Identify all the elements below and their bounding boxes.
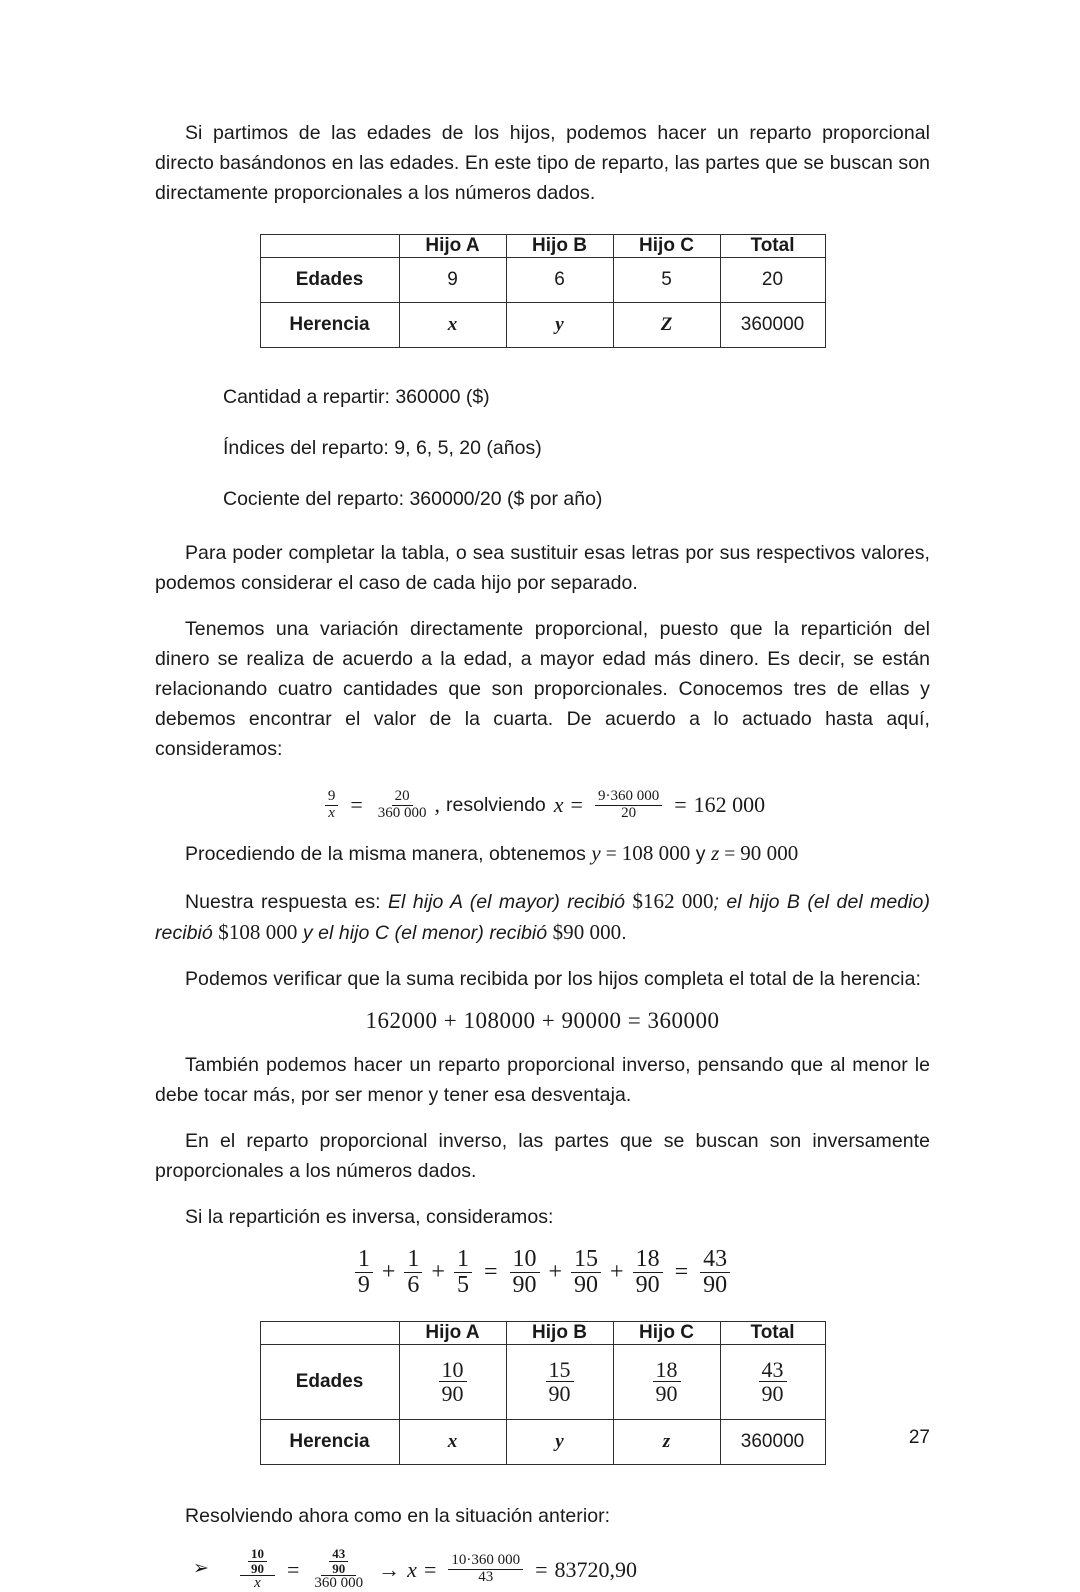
arrow-bullet-icon: ➢ [193, 1558, 209, 1580]
table-row [260, 303, 825, 348]
list-item: Cantidad a repartir: 360000 ($) [223, 386, 490, 408]
respuesta-italic-b: ; el hijo B (el del medio) recibió [155, 890, 930, 944]
table-inverse-wrapper [155, 1321, 930, 1465]
table2-cell-edades-a [399, 1344, 506, 1419]
table-cell-edades-a: 9 [399, 258, 506, 303]
table-header-hijo-a: Hijo A [399, 235, 506, 258]
equals-sign: = [605, 843, 617, 865]
equals-sign: = [674, 1259, 689, 1286]
table-cell-herencia-b: y [506, 303, 613, 348]
respuesta-italic-a: El hijo A (el mayor) recibió [388, 890, 633, 913]
table2-rowlabel-herencia: Herencia [260, 1419, 399, 1464]
equation-final [235, 1545, 637, 1592]
table2-cell-edades-c [613, 1344, 720, 1419]
paragraph-reparto-inverso-def: En el reparto proporcional inverso, las partes que se buscan son inversamente proporcionales a los números dados. [155, 1129, 930, 1182]
table-rowlabel-herencia: Herencia [260, 303, 399, 348]
table-cell-edades-b: 6 [506, 258, 613, 303]
table-header-hijo-c: Hijo C [613, 235, 720, 258]
paragraph-procediendo [155, 838, 930, 870]
fraction-1-over-6: $\frac{1}{6}$ [404, 1247, 422, 1299]
table-direct-wrapper [155, 234, 930, 348]
paragraph-reparticion-inversa: Si la repartición es inversa, consideramos: [185, 1205, 554, 1228]
table2-cell-edades-total [720, 1344, 825, 1419]
result-83720-90: 83720,90 [554, 1556, 638, 1582]
table-rowlabel-edades: Edades [260, 258, 399, 303]
table-cell-herencia-total: 360000 [720, 303, 825, 348]
amount-hijo-a: $162 000 [632, 888, 714, 913]
equals-sign: = [483, 1259, 498, 1286]
fraction-43-over-90: $\frac{43}{90}$ [759, 1358, 787, 1406]
fraction-nested-rhs: $\frac{\frac{43}{90}}{360 000}$ [314, 1545, 364, 1592]
table-row [260, 1419, 825, 1464]
table-direct-proportional [260, 234, 826, 348]
fraction-43-over-90: $\frac{43}{90}$ [329, 1547, 348, 1576]
value-y: 108 000 [621, 840, 691, 865]
variable-x: x [553, 792, 564, 818]
fraction-1-over-5: $\frac{1}{5}$ [454, 1247, 472, 1299]
table-row [260, 1344, 825, 1419]
plus-sign: + [548, 1259, 563, 1286]
variable-y: y [591, 840, 601, 865]
equals-sign: = [674, 792, 687, 818]
respuesta-italic-c: y el hijo C (el menor) recibió [297, 921, 553, 944]
paragraph-verificar: Podemos verificar que la suma recibida por los hijos completa el total de la herencia: [185, 967, 921, 990]
plus-sign: + [610, 1259, 624, 1286]
fraction-20-over-360000: $\frac{20}{360 000}$ [377, 788, 427, 821]
equation-final-row [155, 1545, 930, 1592]
table2-header-hijo-b: Hijo B [506, 1321, 613, 1344]
table2-rowlabel-edades: Edades [260, 1344, 399, 1419]
fraction-43-over-90: $\frac{43}{90}$ [700, 1247, 730, 1299]
fraction-10-over-90: $\frac{10}{90}$ [439, 1358, 467, 1406]
page-number: 27 [908, 1427, 930, 1448]
table2-cell-herencia-a: x [399, 1419, 506, 1464]
list-item: Cociente del reparto: 360000/20 ($ por año) [223, 488, 603, 510]
variable-x: x [407, 1556, 417, 1582]
paragraph-resolviendo: Resolviendo ahora como en la situación anterior: [185, 1504, 611, 1527]
table-header-hijo-b: Hijo B [506, 235, 613, 258]
table-cell-edades-c: 5 [613, 258, 720, 303]
amount-hijo-c: $90 000 [552, 919, 622, 944]
table-cell-herencia-c: Z [613, 303, 720, 348]
paragraph-completar-tabla: Para poder completar la tabla, o sea sustituir esas letras por sus respectivos valores, podemos considerar el caso de cada hijo por separado. [155, 542, 930, 594]
equation-suma-verificacion: 162000 + 108000 + 90000 = 360000 [365, 1007, 720, 1033]
equation-suma-fracciones [155, 1246, 930, 1299]
fraction-18-over-90: $\frac{18}{90}$ [653, 1358, 681, 1406]
amount-hijo-b: $108 000 [218, 919, 298, 944]
variable-z: z [711, 840, 720, 865]
fraction-15-over-90: $\frac{15}{90}$ [571, 1247, 601, 1299]
conjunction-y: y [695, 842, 706, 865]
table2-cell-herencia-total: 360000 [720, 1419, 825, 1464]
fraction-9x360000-over-20: $\frac{9\cdot 360 000}{20}$ [595, 789, 662, 822]
equals-sign: = [724, 843, 736, 865]
equation-inline-text: resolviendo [446, 793, 546, 816]
reparto-info-list [155, 382, 930, 514]
fraction-nested-lhs: $\frac{\frac{10}{90}}{x}$ [240, 1547, 275, 1592]
table2-cell-edades-b [506, 1344, 613, 1419]
comma-separator: , [434, 792, 441, 818]
table2-header-hijo-c: Hijo C [613, 1321, 720, 1344]
arrow-icon: → [378, 1556, 401, 1582]
table-header-empty [260, 235, 399, 258]
table-cell-herencia-a: x [399, 303, 506, 348]
respuesta-end: . [621, 921, 627, 944]
equals-sign: = [535, 1556, 548, 1582]
fraction-9-over-x: $\frac{9}{x}$ [325, 789, 339, 822]
plus-sign: + [431, 1259, 445, 1286]
table2-header-total: Total [720, 1321, 825, 1344]
table2-header-hijo-a: Hijo A [399, 1321, 506, 1344]
table-cell-edades-total: 20 [720, 258, 825, 303]
equals-sign: = [423, 1556, 437, 1582]
paragraph-procediendo-text: Procediendo de la misma manera, obtenemos [185, 842, 592, 865]
respuesta-prefix: Nuestra respuesta es: [185, 890, 388, 913]
paragraph-reparto-inverso-intro: También podemos hacer un reparto proporcional inverso, pensando que al menor le debe tocar más, por ser menor y tener esa desventaja. [155, 1053, 930, 1106]
fraction-18-over-90: $\frac{18}{90}$ [633, 1247, 663, 1299]
result-162000: 162 000 [693, 792, 766, 818]
paragraph-intro: Si partimos de las edades de los hijos, podemos hacer un reparto proporcional directo basándonos en las edades. En este tipo de reparto, las partes que se buscan son directamente proporcionales a los números dados. [155, 122, 930, 204]
equation-proporcion-directa [155, 780, 930, 822]
table2-cell-herencia-c: z [613, 1419, 720, 1464]
fraction-1-over-9: $\frac{1}{9}$ [355, 1247, 373, 1299]
value-z: 90 000 [740, 840, 799, 865]
fraction-10x360000-over-43: $\frac{10\cdot 360 000}{43}$ [448, 1553, 523, 1586]
table-row-header [260, 235, 825, 258]
fraction-15-over-90: $\frac{15}{90}$ [546, 1358, 574, 1406]
table-row [260, 258, 825, 303]
table-inverse-proportional [260, 1321, 826, 1465]
table-row-header [260, 1321, 825, 1344]
fraction-10-over-90: $\frac{10}{90}$ [510, 1247, 540, 1299]
equals-sign: = [350, 792, 363, 818]
list-item: Índices del reparto: 9, 6, 5, 20 (años) [223, 437, 542, 459]
paragraph-variacion: Tenemos una variación directamente proporcional, puesto que la repartición del dinero se realiza de acuerdo a la edad, a mayor edad más dinero. Es decir, se están relacionando cuatro cantidades que son proporcionales. Conocemos tres de ellas y debemos encontrar el valor de la cuarta. De acuerdo a lo actuado hasta aquí, consideramos: [155, 618, 930, 760]
fraction-10-over-90: $\frac{10}{90}$ [248, 1547, 267, 1576]
table2-header-empty [260, 1321, 399, 1344]
table2-cell-herencia-b: y [506, 1419, 613, 1464]
paragraph-respuesta [155, 886, 930, 948]
table-header-total: Total [720, 235, 825, 258]
plus-sign: + [381, 1259, 396, 1286]
equals-sign: = [287, 1556, 300, 1582]
equals-sign: = [570, 792, 583, 818]
